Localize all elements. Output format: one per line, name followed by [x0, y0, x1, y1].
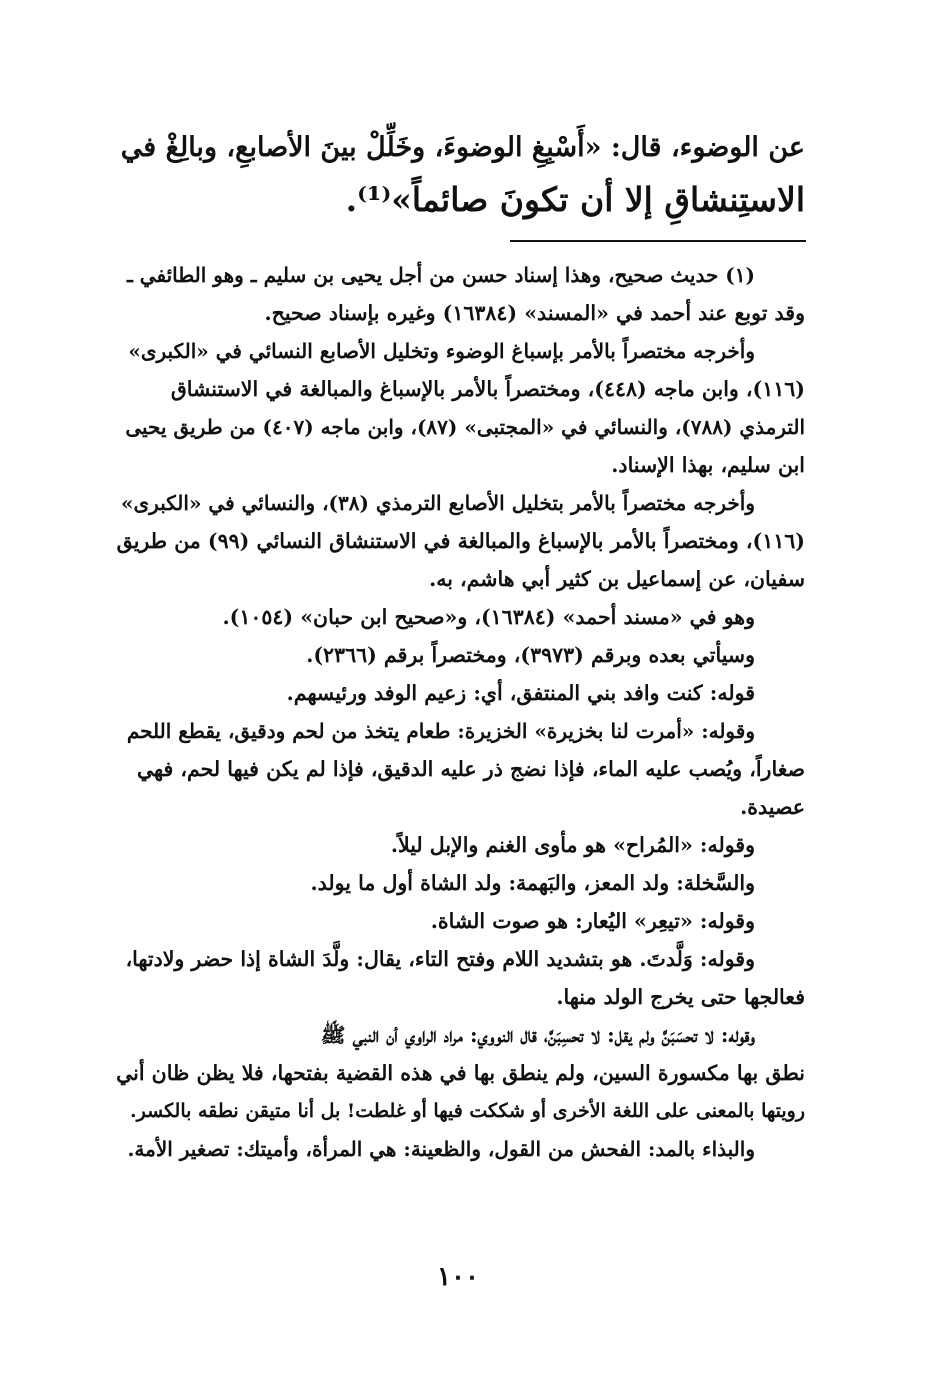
footnote-line: وهو في «مسند أحمد» (١٦٣٨٤)، و«صحيح ابن حبان» (١٠٥٤). — [222, 605, 755, 629]
footnotes — [115, 256, 805, 1168]
footnote-line: (١١٦)، وابن ماجه (٤٤٨)، ومختصراً بالأمر بالإسباغ والمبالغة في الاستنشاق — [170, 377, 805, 401]
footnote-line: الترمذي (٧٨٨)، والنسائي في «المجتبى» (٨٧)، وابن ماجه (٤٠٧) من طريق يحيى — [125, 415, 805, 439]
footnote-line: وسيأتي بعده وبرقم (٣٩٧٣)، ومختصراً برقم (٢٣٦٦). — [306, 643, 755, 667]
footnote-line: (١) حديث صحيح، وهذا إسناد حسن من أجل يحيى بن سليم ـ وهو الطائفي ـ — [126, 263, 755, 287]
footnote-line: فعالجها حتى يخرج الولد منها. — [556, 985, 805, 1009]
footnote-line: ابن سليم، بهذا الإسناد. — [611, 453, 805, 477]
footnote-line: نطق بها مكسورة السين، ولم ينطق بها في هذه القضية بفتحها، فلا يظن ظان أني — [116, 1061, 805, 1085]
footnote-line: سفيان، عن إسماعيل بن كثير أبي هاشم، به. — [429, 567, 805, 591]
footnote-line: وقوله: «المُراح» هو مأوى الغنم والإبل ليلاً. — [390, 833, 755, 857]
main-text-line: عن الوضوء، قال: «أَسْبِغِ الوضوءَ، وخَلِّلْ بينَ الأصابعِ، وبالِغْ في — [120, 132, 805, 163]
footnote-line: وقد توبع عند أحمد في «المسند» (١٦٣٨٤) وغيره بإسناد صحيح. — [264, 301, 805, 325]
main-text — [115, 122, 805, 226]
footnote-line: صغاراً، ويُصب عليه الماء، فإذا نضج ذر عليه الدقيق، فإذا لم يكن فيها لحم، فهي — [136, 757, 805, 781]
footnote-line: رويتها بالمعنى على اللغة الأخرى أو شككت فيها أو غلطت! بل أنا متيقن نطقه بالكسر. — [130, 1100, 805, 1122]
footnote-line: والسَّخلة: ولد المعز، والبَهمة: ولد الشاة أول ما يولد. — [310, 871, 755, 895]
footnote-line: وقوله: لا تحسَبَنَّ ولم يقل: لا تحسِبَنَّ، قال النووي: مراد الراوي أن النبي ﷺ — [320, 1023, 755, 1047]
footnote-line: وأخرجه مختصراً بالأمر بإسباغ الوضوء وتخليل الأصابع النسائي في «الكبرى» — [128, 339, 755, 363]
footnote-line: وقوله: «أمرت لنا بخزيرة» الخزيرة: طعام يتخذ من لحم ودقيق، يقطع اللحم — [126, 719, 755, 743]
page-number: ١٠٠ — [437, 1262, 479, 1292]
footnote-line: وقوله: «تيعِر» اليُعار: هو صوت الشاة. — [430, 909, 755, 933]
footnote-line: قوله: كنت وافد بني المنتفق، أي: زعيم الوفد ورئيسهم. — [286, 681, 755, 705]
footnote-line: وأخرجه مختصراً بالأمر بتخليل الأصابع الترمذي (٣٨)، والنسائي في «الكبرى» — [121, 491, 755, 515]
footnote-separator — [510, 240, 806, 242]
footnote-line: (١١٦)، ومختصراً بالأمر بالإسباغ والمبالغة في الاستنشاق النسائي (٩٩) من طريق — [116, 529, 805, 553]
footnote-line: والبذاء بالمد: الفحش من القول، والظعينة: هي المرأة، وأميتك: تصغير الأمة. — [127, 1137, 755, 1161]
footnote-line: عصيدة. — [740, 795, 805, 819]
main-text-line: الاستِنشاقِ إلا أن تكونَ صائماً»⁽¹⁾. — [345, 180, 805, 219]
footnote-line: وقوله: وَلَّدتَ. هو بتشديد اللام وفتح التاء، يقال: ولَّدَ الشاة إذا حضر ولادتها، — [125, 947, 755, 971]
